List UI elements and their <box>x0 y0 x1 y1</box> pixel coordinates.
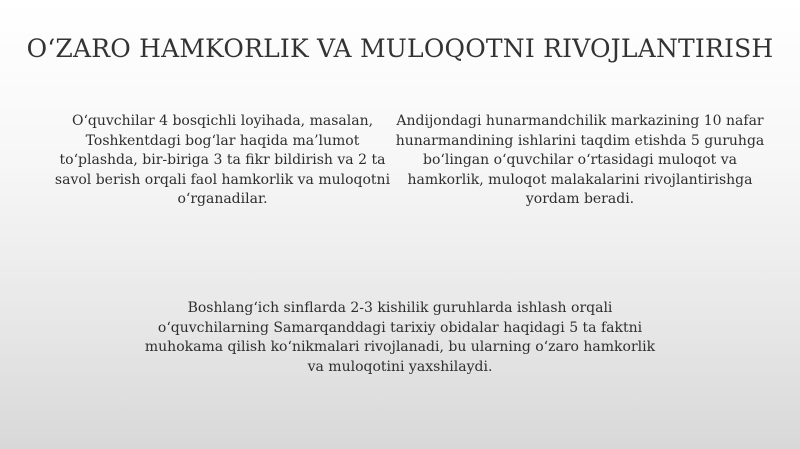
paragraph-tashkent-project: O‘quvchilar 4 bosqichli loyihada, masalan, Toshkentdagi bog‘lar haqida ma’lumot to‘plashda, bir-biriga 3 ta fikr bildirish va 2 ta savol berish orqali faol hamkorlik va muloqotni o‘rganadilar. <box>54 113 391 207</box>
paragraph-samarkand-groups: Boshlang‘ich sinflarda 2-3 kishilik guruhlarda ishlash orqali o‘quvchilarning Samarqanddagi tarixiy obidalar haqidagi 5 ta faktni muhokama qilish ko‘nikmalari rivojlanadi, bu ularning o‘zaro hamkorlik va muloqotini yaxshilaydi. <box>144 300 656 375</box>
slide-title: O‘ZARO HAMKORLIK VA MULOQOTNI RIVOJLANTIRISH <box>26 34 774 63</box>
paragraph-andijan-crafts: Andijondagi hunarmandchilik markazining 10 nafar hunarmandining ishlarini taqdim etishda 5 guruhga bo‘lingan o‘quvchilar o‘rtasidagi muloqot va hamkorlik, muloqot malakalarini rivojlantirishga yordam beradi. <box>395 113 765 207</box>
